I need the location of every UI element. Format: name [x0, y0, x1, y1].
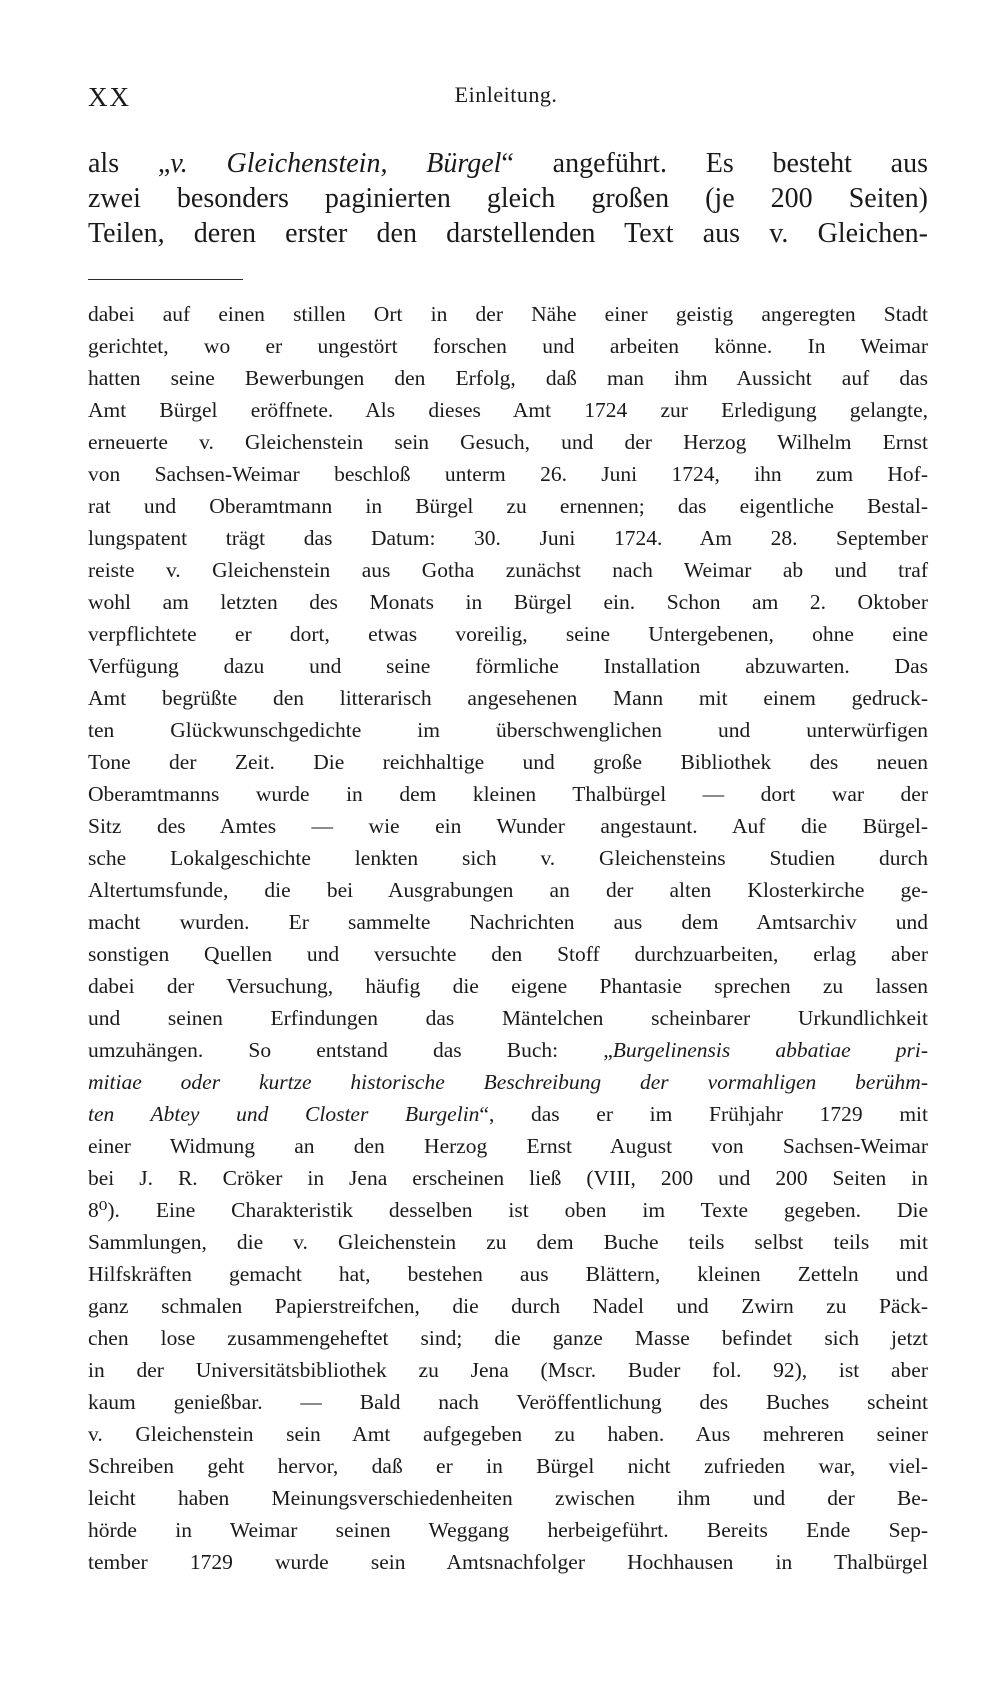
- footnote-line: ten Abtey und Closter Burgelin“, das er im Frühjahr 1729 mit: [88, 1102, 928, 1126]
- footnote-line: reiste v. Gleichenstein aus Gotha zunächst nach Weimar ab und traf: [88, 558, 928, 582]
- footnote-block: [88, 298, 928, 1578]
- footnote-line: mitiae oder kurtze historische Beschreibung der vormahligen berühm-: [88, 1070, 928, 1094]
- footnote-line: leicht haben Meinungsverschiedenheiten zwischen ihm und der Be-: [88, 1486, 928, 1510]
- footnote-line: Verfügung dazu und seine förmliche Installation abzuwarten. Das: [88, 654, 928, 678]
- footnote-line: ten Glückwunschgedichte im überschwenglichen und unterwürfigen: [88, 718, 928, 742]
- footnote-line: sche Lokalgeschichte lenkten sich v. Gleichensteins Studien durch: [88, 846, 928, 870]
- footnote-line: macht wurden. Er sammelte Nachrichten aus dem Amtsarchiv und: [88, 910, 928, 934]
- footnote-line: sonstigen Quellen und versuchte den Stoff durchzuarbeiten, erlag aber: [88, 942, 928, 966]
- footnote-line: in der Universitätsbibliothek zu Jena (Mscr. Buder fol. 92), ist aber: [88, 1358, 928, 1382]
- footnote-line: Amt begrüßte den litterarisch angesehenen Mann mit einem gedruck-: [88, 686, 928, 710]
- footnote-line: v. Gleichenstein sein Amt aufgegeben zu haben. Aus mehreren seiner: [88, 1422, 928, 1446]
- main-text-line: als „v. Gleichenstein, Bürgel“ angeführt. Es besteht aus: [88, 148, 928, 179]
- footnote-line: Sitz des Amtes — wie ein Wunder angestaunt. Auf die Bürgel-: [88, 814, 928, 838]
- footnote-line: umzuhängen. So entstand das Buch: „Burgelinensis abbatiae pri-: [88, 1038, 928, 1062]
- footnote-line: 8⁰). Eine Charakteristik desselben ist oben im Texte gegeben. Die: [88, 1198, 928, 1222]
- page-header: [88, 82, 924, 116]
- footnote-line: kaum genießbar. — Bald nach Veröffentlichung des Buches scheint: [88, 1390, 928, 1414]
- footnote-line: dabei der Versuchung, häufig die eigene Phantasie sprechen zu lassen: [88, 974, 928, 998]
- footnote-line: bei J. R. Cröker in Jena erscheinen ließ (VIII, 200 und 200 Seiten in: [88, 1166, 928, 1190]
- footnote-line: Sammlungen, die v. Gleichenstein zu dem Buche teils selbst teils mit: [88, 1230, 928, 1254]
- footnote-line: und seinen Erfindungen das Mäntelchen scheinbarer Urkundlichkeit: [88, 1006, 928, 1030]
- footnote-line: dabei auf einen stillen Ort in der Nähe einer geistig angeregten Stadt: [88, 302, 928, 326]
- footnote-line: Tone der Zeit. Die reichhaltige und große Bibliothek des neuen: [88, 750, 928, 774]
- footnote-line: Amt Bürgel eröffnete. Als dieses Amt 1724 zur Erledigung gelangte,: [88, 398, 928, 422]
- footnote-line: lungspatent trägt das Datum: 30. Juni 1724. Am 28. September: [88, 526, 928, 550]
- footnote-line: einer Widmung an den Herzog Ernst August von Sachsen-Weimar: [88, 1134, 928, 1158]
- footnote-line: hatten seine Bewerbungen den Erfolg, daß man ihm Aussicht auf das: [88, 366, 928, 390]
- footnote-line: chen lose zusammengeheftet sind; die ganze Masse befindet sich jetzt: [88, 1326, 928, 1350]
- footnote-line: verpflichtete er dort, etwas voreilig, seine Untergebenen, ohne eine: [88, 622, 928, 646]
- footnote-line: Schreiben geht hervor, daß er in Bürgel nicht zufrieden war, viel-: [88, 1454, 928, 1478]
- footnote-line: ganz schmalen Papierstreifchen, die durch Nadel und Zwirn zu Päck-: [88, 1294, 928, 1318]
- footnote-line: erneuerte v. Gleichenstein sein Gesuch, und der Herzog Wilhelm Ernst: [88, 430, 928, 454]
- footnote-line: rat und Oberamtmann in Bürgel zu ernennen; das eigentliche Bestal-: [88, 494, 928, 518]
- main-text-block: [88, 146, 928, 251]
- footnote-separator-rule: [88, 279, 243, 280]
- footnote-line: von Sachsen-Weimar beschloß unterm 26. Juni 1724, ihn zum Hof-: [88, 462, 928, 486]
- main-text-line: zwei besonders paginierten gleich großen (je 200 Seiten): [88, 183, 928, 214]
- footnote-line: Hilfskräften gemacht hat, bestehen aus Blättern, kleinen Zetteln und: [88, 1262, 928, 1286]
- footnote-line: gerichtet, wo er ungestört forschen und arbeiten könne. In Weimar: [88, 334, 928, 358]
- footnote-line: hörde in Weimar seinen Weggang herbeigeführt. Bereits Ende Sep-: [88, 1518, 928, 1542]
- running-head: Einleitung.: [454, 82, 558, 107]
- footnote-line: Oberamtmanns wurde in dem kleinen Thalbürgel — dort war der: [88, 782, 928, 806]
- footnote-line: wohl am letzten des Monats in Bürgel ein. Schon am 2. Oktober: [88, 590, 928, 614]
- footnote-line: Altertumsfunde, die bei Ausgrabungen an der alten Klosterkirche ge-: [88, 878, 928, 902]
- main-text-line: Teilen, deren erster den darstellenden Text aus v. Gleichen-: [88, 218, 928, 249]
- page-number: XX: [88, 82, 131, 112]
- footnote-line: tember 1729 wurde sein Amtsnachfolger Hochhausen in Thalbürgel: [88, 1550, 928, 1574]
